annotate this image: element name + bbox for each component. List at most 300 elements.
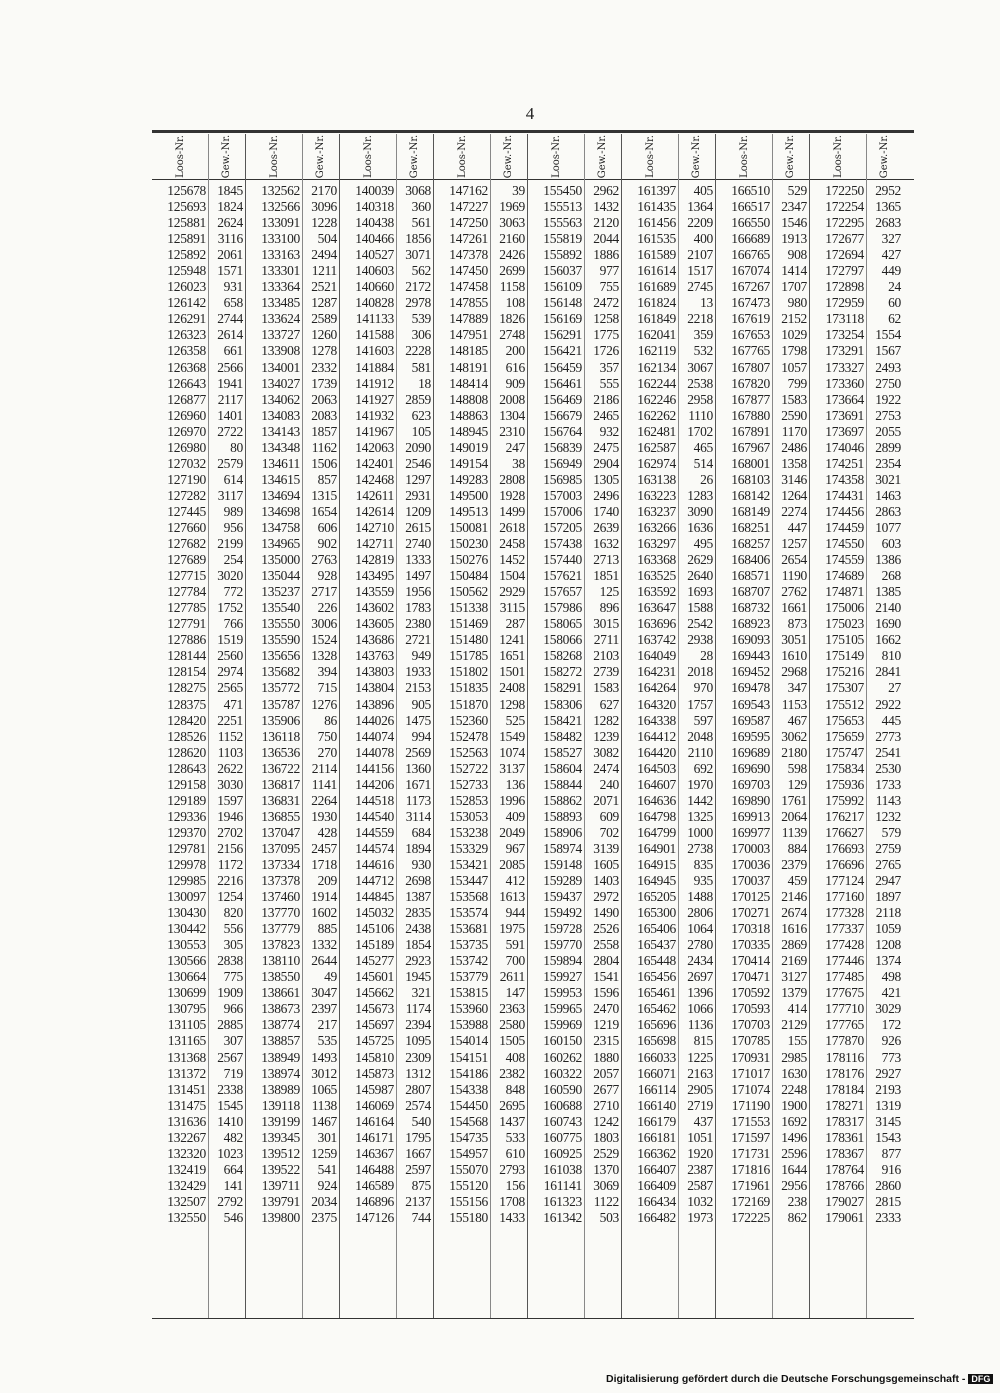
gew-number: 533 (505, 1129, 525, 1145)
loos-number: 164231 (637, 664, 676, 680)
gew-number: 2375 (311, 1210, 337, 1225)
gew-number: 1278 (311, 343, 337, 359)
loos-number: 153742 (449, 953, 488, 969)
gew-number: 2120 (593, 215, 619, 231)
gew-number: 1541 (593, 969, 619, 985)
gew-number: 2567 (217, 1049, 243, 1065)
loos-number: 156459 (543, 359, 582, 375)
header-label: Gew.-Nr. (691, 134, 703, 179)
loos-number: 172250 (825, 183, 864, 198)
gew-number: 2347 (781, 199, 807, 215)
loos-number: 142711 (355, 536, 394, 552)
loos-number: 173360 (825, 375, 864, 391)
gew-number: 924 (317, 1177, 337, 1193)
gew-number: 2063 (311, 391, 337, 407)
gew-number: 810 (881, 648, 901, 664)
gew-number: 2521 (311, 279, 337, 295)
loos-number: 127886 (167, 632, 206, 648)
gew-number: 1795 (405, 1129, 431, 1145)
loos-number: 156985 (543, 471, 582, 487)
gew-number: 2956 (781, 1177, 807, 1193)
gew-number: 301 (317, 1129, 337, 1145)
gew-number: 2952 (875, 183, 901, 198)
gew-number: 2618 (499, 519, 525, 535)
gew-number: 2750 (875, 375, 901, 391)
gew-number: 2763 (311, 552, 337, 568)
gew-number: 2363 (499, 1001, 525, 1017)
gew-number: 172 (881, 1017, 901, 1033)
loos-number: 166114 (637, 1081, 676, 1097)
loos-number: 173291 (825, 343, 864, 359)
gew-number: 3029 (875, 1001, 901, 1017)
gew-number: 2199 (217, 536, 243, 552)
gew-number: 700 (505, 953, 525, 969)
gew-number: 1122 (593, 1193, 619, 1209)
loos-number: 133485 (261, 295, 300, 311)
loos-number: 135000 (261, 552, 300, 568)
gew-number: 2486 (781, 439, 807, 455)
loos-number: 134758 (261, 519, 300, 535)
loos-number: 127682 (167, 536, 206, 552)
gew-number: 908 (787, 247, 807, 263)
loos-number: 163525 (637, 568, 676, 584)
gew-number: 1726 (593, 343, 619, 359)
loos-number: 161689 (637, 279, 676, 295)
gew-number: 1276 (311, 696, 337, 712)
gew-number: 1095 (405, 1033, 431, 1049)
gew-number: 3069 (593, 1177, 619, 1193)
gew-number: 105 (411, 423, 431, 439)
gew-number: 1588 (687, 600, 713, 616)
gew-number: 2018 (687, 664, 713, 680)
loos-number: 166510 (731, 183, 770, 198)
gew-number: 1506 (311, 455, 337, 471)
loos-number: 156148 (543, 295, 582, 311)
gew-number-column (490, 134, 527, 1318)
gew-number: 482 (223, 1129, 243, 1145)
loos-number: 170931 (731, 1049, 770, 1065)
loos-number: 173254 (825, 327, 864, 343)
loos-number: 128154 (167, 664, 206, 680)
loos-number: 137460 (261, 889, 300, 905)
loos-number: 153815 (449, 985, 488, 1001)
loos-number: 135787 (261, 696, 300, 712)
gew-number: 2153 (405, 680, 431, 696)
gew-number: 1488 (687, 889, 713, 905)
gew-number: 1170 (781, 423, 807, 439)
loos-number: 154186 (449, 1065, 488, 1081)
gew-number: 862 (787, 1210, 807, 1225)
gew-number: 437 (693, 1113, 713, 1129)
loos-number: 131451 (167, 1081, 206, 1097)
loos-number-column (246, 134, 302, 1318)
loos-number: 127785 (167, 600, 206, 616)
gew-number: 2434 (687, 953, 713, 969)
loos-number: 168571 (731, 568, 770, 584)
gew-number: 2640 (687, 568, 713, 584)
loos-number: 170003 (731, 840, 770, 856)
gew-number: 2274 (781, 503, 807, 519)
gew-number: 1066 (687, 1001, 713, 1017)
gew-number: 3146 (781, 471, 807, 487)
gew-number: 1798 (781, 343, 807, 359)
loos-number: 161849 (637, 311, 676, 327)
gew-number: 755 (599, 279, 619, 295)
loos-number: 125891 (167, 231, 206, 247)
loos-number: 161323 (543, 1193, 582, 1209)
gew-number: 2644 (311, 953, 337, 969)
gew-number: 447 (787, 519, 807, 535)
loos-number: 130442 (167, 921, 206, 937)
gew-number: 1761 (781, 792, 807, 808)
loos-number: 158272 (543, 664, 582, 680)
gew-number: 2859 (405, 391, 431, 407)
loos-number: 158306 (543, 696, 582, 712)
gew-number: 360 (411, 199, 431, 215)
loos-number: 155819 (543, 231, 582, 247)
loos-number: 144026 (355, 712, 394, 728)
gew-number: 1690 (875, 616, 901, 632)
gew-number: 1103 (217, 744, 243, 760)
gew-number: 2677 (593, 1081, 619, 1097)
gew-number: 1228 (311, 215, 337, 231)
header-label: Gew.-Nr. (597, 134, 609, 179)
loos-number: 132550 (167, 1210, 206, 1225)
gew-number: 556 (223, 921, 243, 937)
loos-number: 156764 (543, 423, 582, 439)
loos-number: 160743 (543, 1113, 582, 1129)
gew-number: 1254 (217, 889, 243, 905)
gew-number: 39 (512, 183, 525, 198)
gew-number: 2589 (311, 311, 337, 327)
gew-number: 2465 (593, 407, 619, 423)
gew-number: 1387 (405, 889, 431, 905)
loos-number: 164503 (637, 760, 676, 776)
gew-number: 1597 (217, 792, 243, 808)
loos-number: 166550 (731, 215, 770, 231)
gew-number: 1845 (217, 183, 243, 198)
gew-number: 2579 (217, 455, 243, 471)
gew-number: 2560 (217, 648, 243, 664)
loos-number: 138550 (261, 969, 300, 985)
loos-number: 133091 (261, 215, 300, 231)
gew-number: 2048 (687, 728, 713, 744)
gew-number: 1396 (687, 985, 713, 1001)
gew-number: 2962 (593, 183, 619, 198)
loos-number: 134062 (261, 391, 300, 407)
loos-number: 127689 (167, 552, 206, 568)
loos-number: 168707 (731, 584, 770, 600)
column-group (621, 134, 715, 1318)
gew-number: 1602 (311, 905, 337, 921)
gew-number: 1610 (781, 648, 807, 664)
gew-number: 2597 (405, 1161, 431, 1177)
loos-number: 132507 (167, 1193, 206, 1209)
loos-number: 167473 (731, 295, 770, 311)
loos-header (622, 134, 678, 179)
gew-number: 495 (693, 536, 713, 552)
column-group (245, 134, 339, 1318)
loos-number: 145106 (355, 921, 394, 937)
column-group (809, 134, 903, 1318)
gew-number: 1969 (499, 199, 525, 215)
gew-number: 2107 (687, 247, 713, 263)
loos-number: 141588 (355, 327, 394, 343)
loos-number: 177160 (825, 889, 864, 905)
gew-number: 147 (505, 985, 525, 1001)
gew-number: 719 (223, 1065, 243, 1081)
gew-number: 2587 (687, 1177, 713, 1193)
loos-number: 158291 (543, 680, 582, 696)
gew-header (679, 134, 715, 179)
loos-number: 131636 (167, 1113, 206, 1129)
loos-number: 151785 (449, 648, 488, 664)
gew-number: 2118 (875, 905, 901, 921)
loos-number: 165406 (637, 921, 676, 937)
gew-number: 606 (317, 519, 337, 535)
gew-number: 2710 (593, 1097, 619, 1113)
loos-number: 145189 (355, 937, 394, 953)
gew-number: 1452 (499, 552, 525, 568)
loos-number: 126980 (167, 439, 206, 455)
gew-number: 1667 (405, 1145, 431, 1161)
loos-number: 166482 (637, 1210, 676, 1225)
gew-number: 561 (411, 215, 431, 231)
gew-number: 3145 (875, 1113, 901, 1129)
loos-number: 163237 (637, 503, 676, 519)
loos-number: 166140 (637, 1097, 676, 1113)
loos-number: 138673 (261, 1001, 300, 1017)
loos-number: 156461 (543, 375, 582, 391)
gew-number: 1365 (875, 199, 901, 215)
loos-number: 137823 (261, 937, 300, 953)
loos-number: 164412 (637, 728, 676, 744)
gew-number: 799 (787, 375, 807, 391)
gew-number: 321 (411, 985, 431, 1001)
loos-number: 126970 (167, 423, 206, 439)
loos-number: 141932 (355, 407, 394, 423)
gew-number: 1613 (499, 889, 525, 905)
gew-number: 1190 (781, 568, 807, 584)
loos-number: 162974 (637, 455, 676, 471)
gew-number: 38 (512, 455, 525, 471)
loos-number-column (152, 134, 208, 1318)
gew-number-column (678, 134, 715, 1318)
loos-number: 170335 (731, 937, 770, 953)
gew-number: 2315 (593, 1033, 619, 1049)
loos-number: 147261 (449, 231, 488, 247)
loos-number: 150562 (449, 584, 488, 600)
loos-number: 136722 (261, 760, 300, 776)
gew-number: 1718 (311, 856, 337, 872)
loos-number: 139522 (261, 1161, 300, 1177)
loos-number: 167891 (731, 423, 770, 439)
loos-number: 134143 (261, 423, 300, 439)
loos-number: 177870 (825, 1033, 864, 1049)
gew-number: 2530 (875, 760, 901, 776)
loos-number: 164338 (637, 712, 676, 728)
gew-number: 1851 (593, 568, 619, 584)
loos-number: 174559 (825, 552, 864, 568)
loos-number: 175936 (825, 776, 864, 792)
loos-number: 164798 (637, 808, 676, 824)
loos-number-column (622, 134, 678, 1318)
gew-number: 1239 (593, 728, 619, 744)
gew-number: 24 (888, 279, 901, 295)
loos-number: 159953 (543, 985, 582, 1001)
gew-number: 1549 (499, 728, 525, 744)
loos-number: 166033 (637, 1049, 676, 1065)
column-group (339, 134, 433, 1318)
gew-number: 3127 (781, 969, 807, 985)
gew-number: 3117 (217, 487, 243, 503)
loos-number: 178764 (825, 1161, 864, 1177)
loos-number: 165300 (637, 905, 676, 921)
loos-number: 158482 (543, 728, 582, 744)
loos-number: 141927 (355, 391, 394, 407)
loos-number: 173664 (825, 391, 864, 407)
gew-number: 305 (223, 937, 243, 953)
loos-number: 131372 (167, 1065, 206, 1081)
loos-number: 146367 (355, 1145, 394, 1161)
gew-number: 1630 (781, 1065, 807, 1081)
gew-number: 616 (505, 359, 525, 375)
gew-number: 2968 (781, 664, 807, 680)
loos-number: 169890 (731, 792, 770, 808)
loos-number: 173697 (825, 423, 864, 439)
gew-number: 3062 (781, 728, 807, 744)
loos-number: 177485 (825, 969, 864, 985)
loos-number: 174358 (825, 471, 864, 487)
loos-number: 165205 (637, 889, 676, 905)
gew-number: 405 (693, 183, 713, 198)
loos-number: 167653 (731, 327, 770, 343)
gew-number: 1616 (781, 921, 807, 937)
gew-number: 591 (505, 937, 525, 953)
gew-number: 1941 (217, 375, 243, 391)
gew-number: 597 (693, 712, 713, 728)
gew-number: 408 (505, 1049, 525, 1065)
header-label: Gew.-Nr. (503, 134, 515, 179)
gew-number: 2922 (875, 696, 901, 712)
gew-number: 2216 (217, 873, 243, 889)
gew-number: 1702 (687, 423, 713, 439)
gew-number: 1900 (781, 1097, 807, 1113)
gew-number: 400 (693, 231, 713, 247)
gew-number: 664 (223, 1161, 243, 1177)
loos-number: 159492 (543, 905, 582, 921)
gew-number: 857 (317, 471, 337, 487)
loos-number: 143763 (355, 648, 394, 664)
gew-number: 306 (411, 327, 431, 343)
lottery-number-table (152, 134, 914, 1318)
gew-number: 2629 (687, 552, 713, 568)
gew-number-column (208, 134, 245, 1318)
loos-number: 158268 (543, 648, 582, 664)
loos-number: 139711 (261, 1177, 300, 1193)
header-label: Gew.-Nr. (315, 134, 327, 179)
gew-number: 409 (505, 808, 525, 824)
loos-number: 142063 (355, 439, 394, 455)
gew-number: 1740 (593, 503, 619, 519)
loos-number: 128620 (167, 744, 206, 760)
loos-number: 177428 (825, 937, 864, 953)
gew-number: 1298 (499, 696, 525, 712)
loos-number: 149500 (449, 487, 488, 503)
loos-number: 155156 (449, 1193, 488, 1209)
loos-number: 158527 (543, 744, 582, 760)
gew-number: 2057 (593, 1065, 619, 1081)
loos-number: 143495 (355, 568, 394, 584)
gew-number: 136 (505, 776, 525, 792)
loos-number: 150484 (449, 568, 488, 584)
loos-number: 169690 (731, 760, 770, 776)
loos-number: 141133 (355, 311, 394, 327)
loos-number: 137095 (261, 840, 300, 856)
loos-number: 160590 (543, 1081, 582, 1097)
gew-number: 2264 (311, 792, 337, 808)
gew-number-column (302, 134, 339, 1318)
loos-number: 168142 (731, 487, 770, 503)
gew-number: 2248 (781, 1081, 807, 1097)
loos-number: 177124 (825, 873, 864, 889)
gew-number: 2146 (781, 889, 807, 905)
loos-number: 163223 (637, 487, 676, 503)
loos-number: 170271 (731, 905, 770, 921)
loos-number: 152478 (449, 728, 488, 744)
loos-number: 132566 (261, 199, 300, 215)
gew-number: 2697 (687, 969, 713, 985)
loos-number: 161614 (637, 263, 676, 279)
loos-number: 170414 (731, 953, 770, 969)
loos-number: 159728 (543, 921, 582, 937)
loos-number: 173118 (825, 311, 864, 327)
loos-number: 158974 (543, 840, 582, 856)
loos-number: 169452 (731, 664, 770, 680)
loos-number: 141967 (355, 423, 394, 439)
gew-number: 2496 (593, 487, 619, 503)
gew-number: 873 (787, 616, 807, 632)
header-label: Loos-Nr. (550, 135, 562, 178)
gew-number: 2064 (781, 808, 807, 824)
loos-number: 126877 (167, 391, 206, 407)
loos-number: 135550 (261, 616, 300, 632)
loos-number: 158421 (543, 712, 582, 728)
gew-header (397, 134, 433, 179)
gew-number: 240 (599, 776, 619, 792)
gew-number: 2333 (875, 1210, 901, 1225)
loos-number: 134698 (261, 503, 300, 519)
loos-number: 130699 (167, 985, 206, 1001)
gew-number: 525 (505, 712, 525, 728)
loos-number: 177328 (825, 905, 864, 921)
gew-number: 1211 (311, 263, 337, 279)
loos-number: 149283 (449, 471, 488, 487)
gew-number: 2744 (217, 311, 243, 327)
gew-number: 2426 (499, 247, 525, 263)
gew-number: 2493 (875, 359, 901, 375)
gew-number: 1328 (311, 648, 337, 664)
loos-number: 148185 (449, 343, 488, 359)
loos-number: 170785 (731, 1033, 770, 1049)
loos-number: 175653 (825, 712, 864, 728)
loos-number: 177675 (825, 985, 864, 1001)
gew-number: 2186 (593, 391, 619, 407)
gew-number: 1433 (499, 1210, 525, 1225)
loos-number-column (716, 134, 772, 1318)
gew-number: 989 (223, 503, 243, 519)
gew-number: 2387 (687, 1161, 713, 1177)
